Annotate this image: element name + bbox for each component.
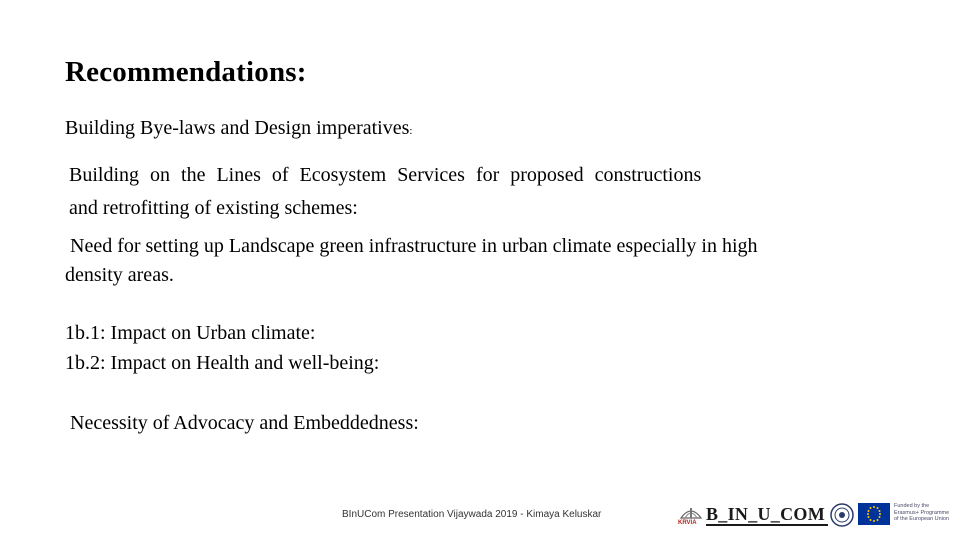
subheading-colon: :	[409, 125, 413, 137]
footer-logos	[678, 500, 953, 532]
paragraph2-line2: density areas.	[65, 264, 174, 286]
slide-title: Recommendations:	[65, 56, 307, 88]
footer-caption: BInUCom Presentation Vijaywada 2019 - Kimaya Keluskar	[342, 509, 602, 520]
eu-text-line2: Erasmus+ Programme	[894, 509, 950, 516]
subheading-text: Building Bye-laws and Design imperatives	[65, 117, 410, 139]
paragraph2-line1: Need for setting up Landscape green infrastructure in urban climate especially in high	[70, 235, 758, 257]
subheading	[65, 117, 412, 140]
emblem-icon	[830, 503, 854, 527]
paragraph1-line1: Building on the Lines of Ecosystem Services for proposed constructions	[69, 164, 702, 186]
paragraph1-line2: and retrofitting of existing schemes:	[69, 197, 358, 219]
item-1b2: 1b.2: Impact on Health and well-being:	[65, 352, 380, 374]
binucom-logo: B_IN_U_COM	[706, 504, 825, 524]
item-1b1: 1b.1: Impact on Urban climate:	[65, 322, 316, 344]
eu-funding-text	[894, 503, 954, 523]
eu-text-line3: of the European Union	[894, 516, 950, 522]
paragraph4: Necessity of Advocacy and Embeddedness:	[70, 412, 419, 434]
eu-flag-icon	[858, 503, 890, 525]
krvia-label: KRVIA	[678, 520, 697, 526]
binucom-underline	[706, 524, 828, 526]
eu-text-line1: Funded by the	[894, 503, 930, 509]
